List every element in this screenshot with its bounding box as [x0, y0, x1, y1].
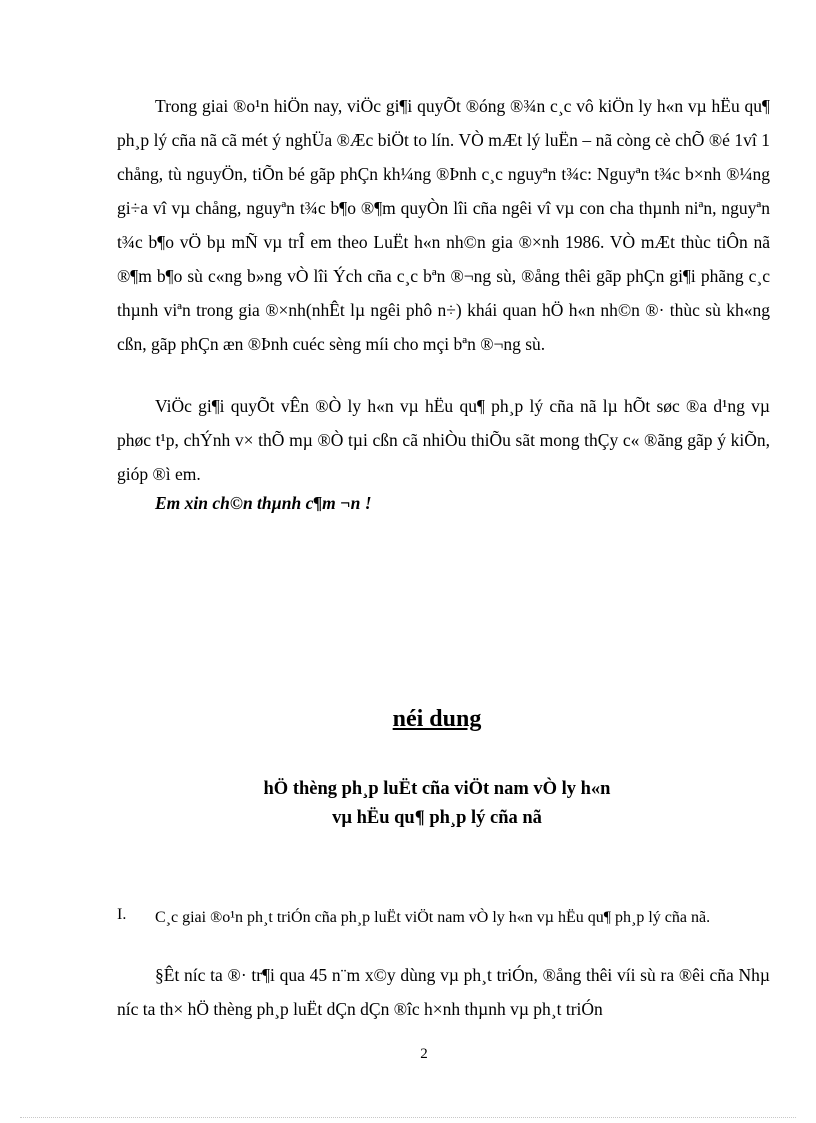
heading-text: C¸c giai ®o¹n ph¸t triÓn cña ph¸p luËt viÖt nam vÒ ly h«n vµ hËu qu¶ ph¸p lý cña nã.: [155, 909, 711, 926]
subtitle-line-1: hÖ thèng ph¸p luËt cña viÖt nam vÒ ly h«n: [263, 779, 611, 799]
page-number: 2: [420, 1046, 428, 1062]
subtitle-line-2: vµ hËu qu¶ ph¸p lý cña nã: [332, 808, 542, 828]
section-title: néi dung: [392, 706, 482, 732]
thanks-line: Em xin ch©n thµnh c¶m ¬n !: [155, 493, 372, 513]
intro-paragraph: Trong giai ®o¹n hiÖn nay, viÖc gi¶i quyÕt ®óng ®¾n c¸c vô kiÖn ly h«n vµ hËu qu¶ ph¸p lý cña nã cã mét ý nghÜa ®Æc biÖt to lín. VÒ mÆt lý luËn – nã còng cè chÕ ®é 1vî 1 chång, tù nguyÖn, tiÕn bé gãp phÇn kh¼ng ®Þnh c¸c nguyªn t¾c: Nguyªn t¾c b×nh ®¼ng gi÷a vî vµ chång, nguyªn t¾c b¶o ®¶m quyÒn lîi cña ngêi vî vµ con cha thµnh niªn, nguyªn t¾c b¶o vÖ bµ mÑ vµ trÎ em theo LuËt h«n nh©n gia ®×nh 1986. VÒ mÆt thùc tiÔn nã ®¶m b¶o sù c«ng b»ng vÒ lîi Ých cña c¸c bªn ®¬ng sù, ®ång thêi gãp phÇn gi¶i phãng c¸c thµnh viªn trong gia ®×nh(nhÊt lµ ngêi phô n÷) khái quan hÖ h«n nh©n ®· thùc sù kh«ng cßn, gãp phÇn æn ®Þnh cuéc sèng míi cho mçi bªn ®¬ng sù.: [117, 96, 770, 354]
closing-paragraph: ViÖc gi¶i quyÕt vÊn ®Ò ly h«n vµ hËu qu¶ ph¸p lý cña nã lµ hÕt søc ®a d¹ng vµ phøc t¹p, chÝnh v× thÕ mµ ®Ò tµi cßn cã nhiÒu thiÕu sãt mong thÇy c« ®ãng gãp ý kiÕn, gióp ®ì em.: [117, 396, 770, 484]
body-paragraph: §Êt níc ta ®· tr¶i qua 45 n¨m x©y dùng vµ ph¸t triÓn, ®ång thêi víi sù ra ®êi cña Nhµ níc ta th× hÖ thèng ph¸p luËt dÇn dÇn ®îc h×nh thµnh vµ ph¸t triÓn: [117, 965, 770, 1019]
heading-number: I.: [117, 906, 127, 923]
page-boundary-rule: [20, 1117, 796, 1118]
